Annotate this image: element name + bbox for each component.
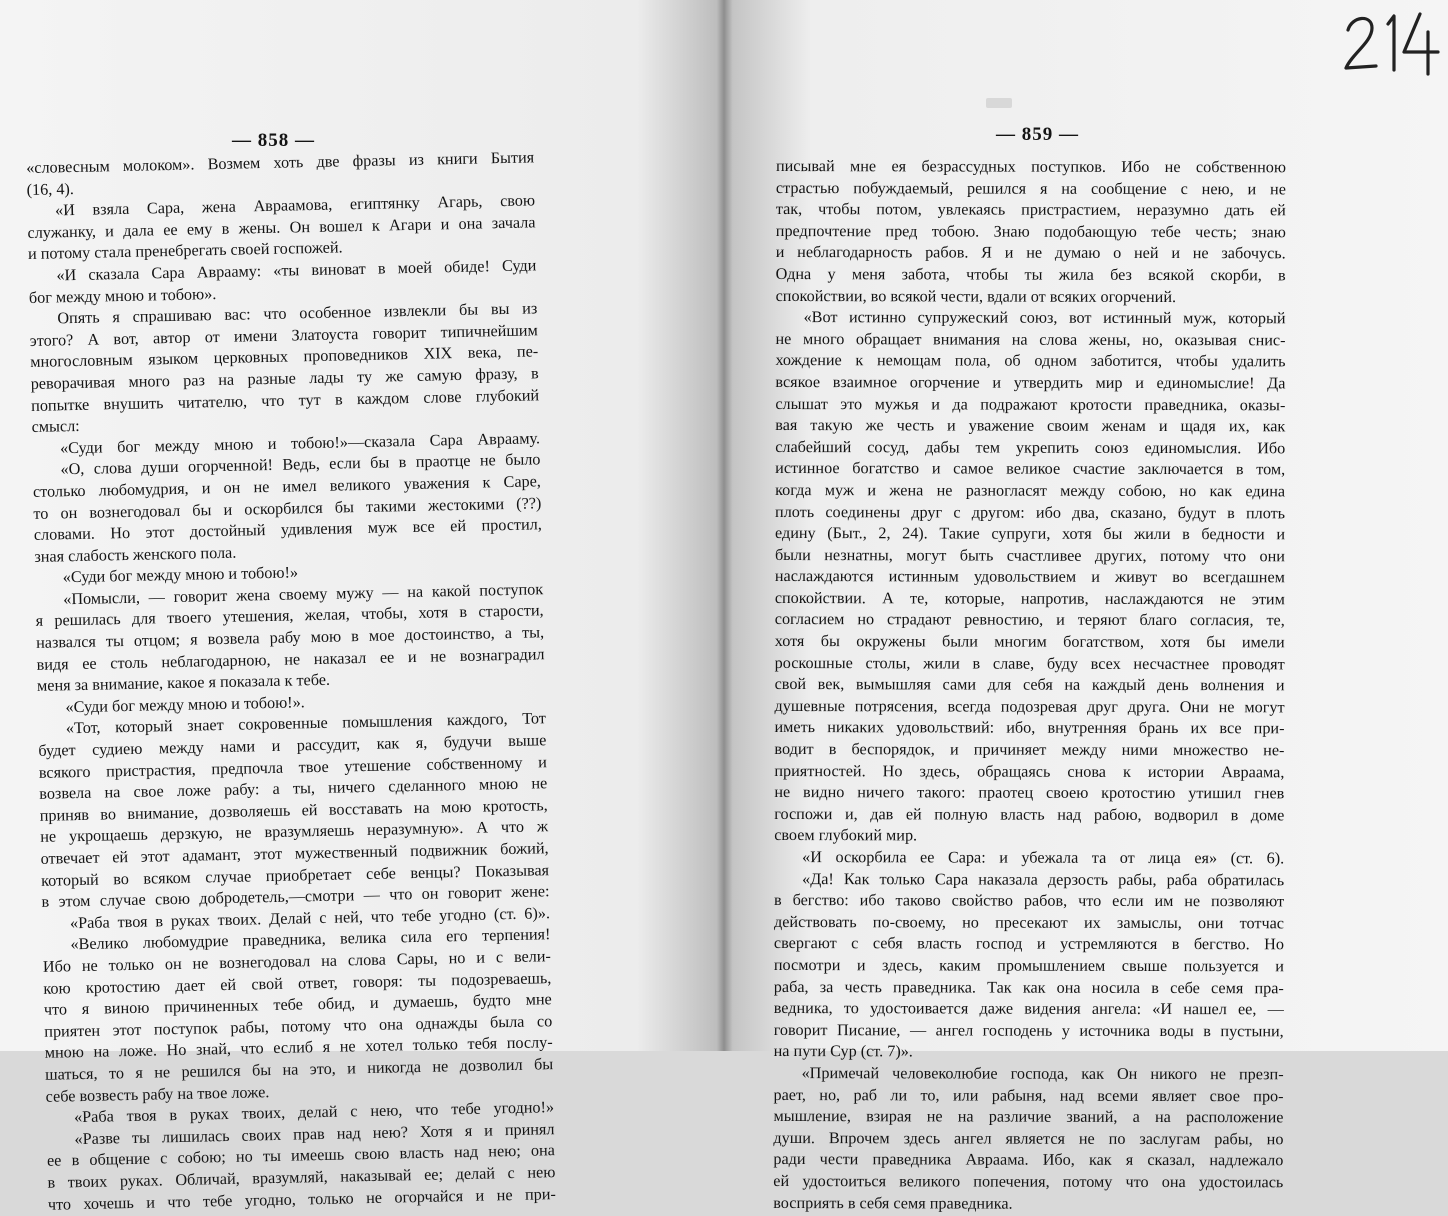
text-line: ради чести праведника Авраама. Ибо, как я сказал, надлежало xyxy=(773,1150,1284,1170)
text-line: слабейший сосуд, дабы тем укрепить союз единомыслия. Ибо xyxy=(775,437,1286,458)
text-line: «И взяла Сара, жена Авраамова, египтянку Агарь, свою xyxy=(54,191,536,220)
text-line: ей удостоиться великого попечения, потому что она удостоилась xyxy=(773,1171,1284,1192)
text-line: хождение к немощам пола, об одном заботится, чтобы удалить xyxy=(775,351,1286,371)
text-line: и потому стала пренебрегать своей госпожей. xyxy=(27,238,343,264)
text-line: «Раба твоя в руках твоих. Делай с ней, что тебе угодно (ст. 6)». xyxy=(69,903,551,933)
text-line: бог между мною и тобою». xyxy=(28,284,217,307)
text-line: словами. Но этот достойный удивления муж все ей простил, xyxy=(33,515,542,545)
text-line: своем глубокий мир. xyxy=(774,826,918,845)
text-line: что я виною причиненных тебе обид, и думаешь, будто мне xyxy=(43,990,552,1019)
text-line: приняв во внимание, дозволяешь ей восставать на мою кротость, xyxy=(39,796,548,825)
text-line: отвечает ей этот адамант, этот мужественный подвижник божий, xyxy=(40,839,549,868)
text-line: «Разве ты лишилась своих прав над нею? Хотя я и принял xyxy=(74,1119,555,1148)
text-line: меня за внимание, какое я показала к тебе. xyxy=(36,671,331,696)
text-line: смысл: xyxy=(31,417,80,437)
text-line: не видно ничего такого: праотец своею кротостию утишил гнев xyxy=(774,783,1285,803)
text-line: то он вознегодовал бы и оскорбился бы такими жестокими (??) xyxy=(33,493,542,523)
text-line: что хочешь и что тебе угодно, только не огорчайся и не при- xyxy=(47,1184,556,1214)
text-line: приятен этот поступок рабы, потому что она однажды была со xyxy=(44,1011,553,1041)
text-line: «Суди бог между мною и тобою!». xyxy=(65,693,305,717)
text-line: истинное богатство и самое великое счастие заключается в том, xyxy=(775,459,1286,479)
text-line: когда муж и жена не разногласят между собою, но как едина xyxy=(775,480,1286,501)
text-line: возвела на свое ложе рабу: а ты, ничего сделанного мною не xyxy=(39,774,548,804)
text-line: многословным языком церковных проповедников XIX века, пе- xyxy=(30,342,539,372)
text-line: предпочтение пред тобою. Знаю подобающую тебе честь; знаю xyxy=(775,221,1286,242)
text-line: который во всяком случае приобретает себе венцы? Показывая xyxy=(40,860,550,890)
text-line: попытке внушить читателю, что тут в каждом слове глубокий xyxy=(30,385,540,415)
text-line: хотя бы окружены были многим богатством, хотя бы имели xyxy=(774,632,1285,652)
text-line: «Тот, который знает сокровенные помышления каждого, Тот xyxy=(65,709,547,738)
text-line: приятностей. Но здесь, обращаясь снова к истории Авраама, xyxy=(774,761,1285,781)
text-line: госпожи и, дав ей полную власть над рабою, водворил в доме xyxy=(774,804,1285,825)
text-line: свергают с себя власть господ и устремляются в бегство. Но xyxy=(773,934,1284,954)
text-line: Ибо не только он не вознегодовал на слова Сары, но и с вели- xyxy=(42,947,552,976)
text-line: этого? А вот, автор от имени Златоуста говорит типичнейшим xyxy=(29,321,538,350)
text-line: ее в общение с собою; но ты имеешь свою власть над нею; она xyxy=(46,1141,556,1171)
text-line: «Суди бог между мною и тобою!» xyxy=(62,563,299,587)
text-line: согласием но страдают ревностию, и теряют благо согласия, те, xyxy=(774,610,1285,630)
text-line: в этом случае свою добродетель,—смотри — что он говорит жене: xyxy=(41,882,550,912)
text-line: «Суди бог между мною и тобою!»—сказала Сара Аврааму. xyxy=(59,429,541,458)
stamp-mark xyxy=(986,98,1012,108)
text-line: кою кротостию дает ей свой ответ, говоря: ты подозреваешь, xyxy=(43,968,552,998)
text-line: писывай мне ея безрассудных поступков. Ибо не собственною xyxy=(775,157,1286,177)
text-line: (16, 4). xyxy=(26,179,75,199)
text-line: «Вот истинно супружеский союз, вот истинный муж, который xyxy=(803,308,1286,328)
text-line: вая такую же честь и уважение своим женам и щадя их, как xyxy=(775,416,1286,436)
text-line: столько любомудрия, и он не имел великого уважения к Саре, xyxy=(32,472,542,501)
text-line: роскошные столы, жили в славе, буду всех несчастнее проводят xyxy=(774,653,1285,673)
text-line: зная слабость женского пола. xyxy=(34,543,237,566)
text-line: ведника, то удостоивается даже видения ангела: «И нашел ее, — xyxy=(773,999,1284,1019)
handwritten-page-number xyxy=(1342,8,1442,78)
text-line: едину (Быт., 2, 24). Такие супруги, хотя бы жили в бедности и xyxy=(774,524,1286,544)
text-line: иметь никаких удовольствий: ибо, внутренняя брань их все при- xyxy=(774,718,1285,738)
text-line: не много обращает внимания на слова жены, но, оказывая снис- xyxy=(775,329,1286,350)
text-line: «И сказала Сара Аврааму: «ты виноват в моей обиде! Суди xyxy=(56,256,537,285)
text-line: шаться, то я не решился бы на это, и никогда не дозволил бы xyxy=(45,1055,554,1084)
text-line: я решилась для твоего утешения, желая, чтобы, хотя в старости, xyxy=(35,601,544,631)
text-line: плоть соединены друг с другом: ибо два, сказано, будут в плоть xyxy=(775,502,1286,522)
text-line: посмотри и здесь, каким промышлением свыше пользуется и xyxy=(773,955,1284,976)
text-line: мышление, взирая не на различие званий, а на расположение xyxy=(773,1107,1284,1127)
page-text xyxy=(773,156,1286,1215)
text-line: всякое взаимное огорчение и утвердить мир и единомыслие! Да xyxy=(775,372,1286,393)
text-line: «О, слова души огорченной! Ведь, если бы в праотце не было xyxy=(60,450,541,479)
text-line: «Раба твоя в руках твоих, делай с нею, что тебе угодно!» xyxy=(73,1098,555,1127)
page-text xyxy=(26,147,556,1216)
text-line: спокойствии. А те, которые, напротив, наслаждаются не этим xyxy=(774,588,1285,609)
text-line: наслаждаются истинным удовольствием и живут во всегдашнем xyxy=(774,567,1285,587)
text-line: в бегство: ибо таково свойство рабов, что если им не позволяют xyxy=(774,891,1285,911)
text-line: мною на ложе. Но знай, что еслиб я не хотел только тебя послу- xyxy=(44,1033,553,1063)
text-line: говорит Писание, — ангел господень у источника воды в пустыни, xyxy=(773,1020,1284,1041)
text-line: «И оскорбила ее Сара: и убежала та от лица ея» (ст. 6). xyxy=(802,848,1285,868)
text-line: Одна у меня забота, чтобы ты жила без всякой скорби, в xyxy=(775,264,1286,285)
text-line: рает, но, раб ли то, или рабыня, над всеми являет свое про- xyxy=(773,1085,1284,1105)
text-line: «словесным молоком». Возмем хоть две фразы из книги Бытия xyxy=(26,148,535,177)
text-line: действовать по-своему, но пресекают их замыслы, они тотчас xyxy=(773,912,1285,933)
text-line: душевные потрясения, всегда подозревая друг друга. Они не могут xyxy=(774,696,1285,717)
text-line: себе возвесть рабу на твое ложе. xyxy=(45,1082,270,1106)
text-line: были незнатны, могут быть счастливее других, потому что они xyxy=(774,545,1285,566)
text-line: служанку, и дала ее ему в жены. Он вошел к Агари и она зачала xyxy=(27,213,536,242)
text-line: «Примечай человеколюбие господа, как Он никого не презп- xyxy=(801,1064,1284,1084)
text-line: души. Впрочем здесь ангел является не по заслугам рабы, но xyxy=(773,1128,1284,1149)
text-line: так, чтобы потом, увлекаясь пристрастием, неразумно дать ей xyxy=(775,200,1286,220)
text-line: водит в беспорядок, и причиняет между ними множество не- xyxy=(774,740,1285,760)
text-line: будет судиею между нами и рассудит, как я, будучи выше xyxy=(38,731,547,760)
right-page xyxy=(724,0,1448,1213)
page-number: — 859 — xyxy=(996,124,1079,145)
text-line: и неблагодарность рабов. Я и не думаю о ней и не забочусь. xyxy=(775,243,1286,263)
text-line: всякого пристрастия, предпочла твое утешение собственному и xyxy=(38,752,547,782)
text-line: реворачивая много раз на разные лады ту же самую фразу, в xyxy=(30,364,539,393)
text-line: Опять я спрашиваю вас: что особенное извлекли бы вы из xyxy=(57,299,538,328)
text-line: спокойствии, во всякой чести, вдали от всяких огорчений. xyxy=(775,286,1177,306)
text-line: слышат это мужья и да подражают кротости праведника, оказы- xyxy=(775,394,1286,414)
text-line: «Помысли, — говорит жена своему мужу — на какой поступок xyxy=(63,580,544,609)
page-number: — 858 — xyxy=(232,130,315,151)
text-line: видя ее столь неблагодарною, не наказал ее и не вознаградил xyxy=(36,644,545,674)
left-page xyxy=(0,0,724,1214)
text-line: «Да! Как только Сара наказала дерзость рабы, раба обратилась xyxy=(802,869,1285,889)
text-line: страстью побуждаемый, решился я на сообщение с нею, и не xyxy=(775,178,1286,198)
text-line: назвался ты отцом; я возвела рабу мою в мое достоинство, а ты, xyxy=(35,623,545,652)
text-line: в твоих руках. Обличай, вразумляй, наказывай ее; делай с нею xyxy=(47,1163,556,1192)
text-line: раба, за честь праведника. Так как она носила в себе семя пра- xyxy=(773,977,1284,997)
handwritten-number-drawing xyxy=(1342,8,1442,78)
text-line: на пути Сур (ст. 7)». xyxy=(773,1042,913,1061)
text-line: восприять в себя семя праведника. xyxy=(773,1193,1013,1213)
text-line: не укрощаешь дерзкую, не вразумляешь неразумную». А что ж xyxy=(40,817,549,847)
text-line: свой век, вымышляя сами для себя на каждый день волнения и xyxy=(774,675,1285,695)
text-line: «Велико любомудрие праведника, велика сила его терпения! xyxy=(70,925,551,954)
